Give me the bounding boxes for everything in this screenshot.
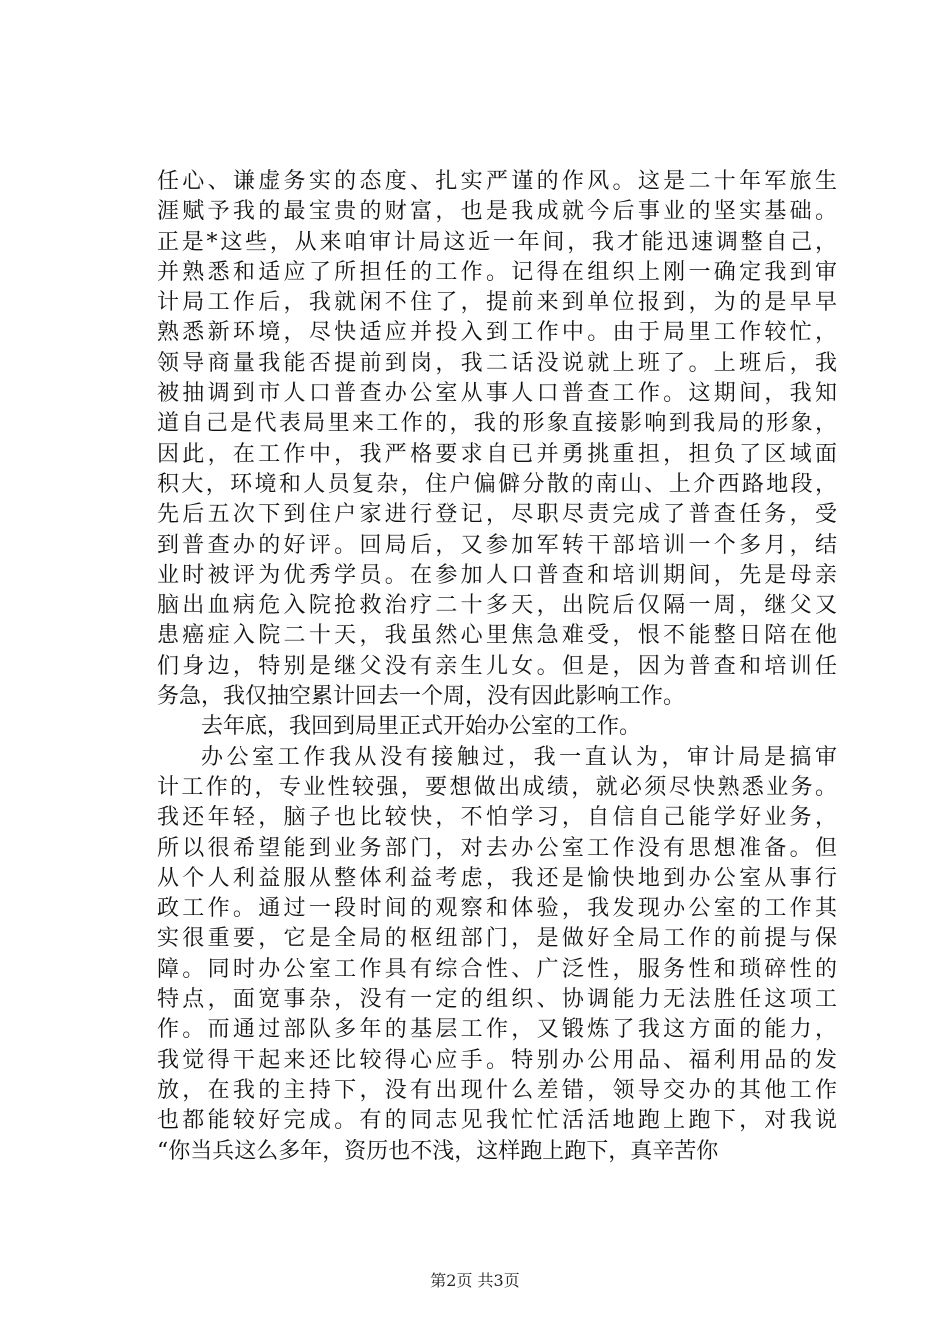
text-line: 计局工作后，我就闲不住了，提前来到单位报到，为的是早早 <box>157 290 837 316</box>
text-line: 我觉得干起来还比较得心应手。特别办公用品、福利用品的发 <box>157 1047 837 1073</box>
text-line: 业时被评为优秀学员。在参加人口普查和培训期间，先是母亲 <box>157 562 837 588</box>
text-line: 积大，环境和人员复杂，住户偏僻分散的南山、上介西路地段， <box>157 471 837 497</box>
text-line: 领导商量我能否提前到岗，我二话没说就上班了。上班后，我 <box>157 350 837 376</box>
text-line: 放，在我的主持下，没有出现什么差错，领导交办的其他工作 <box>157 1077 837 1103</box>
text-line: 特点，面宽事杂，没有一定的组织、协调能力无法胜任这项工 <box>157 987 837 1013</box>
text-line: 实很重要，它是全局的枢纽部门，是做好全局工作的前提与保 <box>157 926 837 952</box>
text-line: 作。而通过部队多年的基层工作，又锻炼了我这方面的能力， <box>157 1017 837 1043</box>
text-line: 政工作。通过一段时间的观察和体验，我发现办公室的工作其 <box>157 896 837 922</box>
text-line: 脑出血病危入院抢救治疗二十多天，出院后仅隔一周，继父又 <box>157 593 837 619</box>
text-line: 正是*这些，从来咱审计局这近一年间，我才能迅速调整自己， <box>157 229 837 255</box>
text-line: 到普查办的好评。回局后，又参加军转干部培训一个多月，结 <box>157 532 837 558</box>
text-line: 也都能较好完成。有的同志见我忙忙活活地跑上跑下，对我说 <box>157 1108 837 1134</box>
paragraph <box>157 167 837 712</box>
page-number-footer: 第2页 共3页 <box>430 1271 520 1290</box>
text-line: 任心、谦虚务实的态度、扎实严谨的作风。这是二十年军旅生 <box>157 169 837 194</box>
text-line: 道自己是代表局里来工作的，我的形象直接影响到我局的形象， <box>157 411 837 437</box>
paragraph <box>157 712 837 742</box>
body-text <box>157 167 837 1167</box>
text-line: 们身边，特别是继父没有亲生儿女。但是，因为普查和培训任 <box>157 653 837 679</box>
text-line: 障。同时办公室工作具有综合性、广泛性，服务性和琐碎性的 <box>157 956 837 982</box>
text-line: 从个人利益服从整体利益考虑，我还是愉快地到办公室从事行 <box>157 865 837 891</box>
text-line: 并熟悉和适应了所担任的工作。记得在组织上刚一确定我到审 <box>157 259 837 285</box>
text-line: 办公室工作我从没有接触过，我一直认为，审计局是搞审 <box>201 744 837 770</box>
text-line: 计工作的，专业性较强，要想做出成绩，就必须尽快熟悉业务。 <box>157 774 837 800</box>
text-line: 被抽调到市人口普查办公室从事人口普查工作。这期间，我知 <box>157 381 837 407</box>
text-line: 我还年轻，脑子也比较快，不怕学习，自信自己能学好业务， <box>157 805 837 831</box>
text-line: 涯赋予我的最宝贵的财富，也是我成就今后事业的坚实基础。 <box>157 199 837 225</box>
text-line: 熟悉新环境，尽快适应并投入到工作中。由于局里工作较忙， <box>157 320 837 346</box>
text-line: 因此，在工作中，我严格要求自已并勇挑重担，担负了区域面 <box>157 441 837 467</box>
paragraph <box>157 743 837 1167</box>
text-line: 务急，我仅抽空累计回去一个周，没有因此影响工作。 <box>157 684 686 710</box>
text-line: 先后五次下到住户家进行登记，尽职尽责完成了普查任务，受 <box>157 502 837 528</box>
text-line: 去年底，我回到局里正式开始办公室的工作。 <box>201 714 642 740</box>
text-line: 患癌症入院二十天，我虽然心里焦急难受，恨不能整日陪在他 <box>157 623 837 649</box>
text-line: 所以很希望能到业务部门，对去办公室工作没有思想准备。但 <box>157 835 837 861</box>
text-line: “你当兵这么多年，资历也不浅，这样跑上跑下，真辛苦你 <box>157 1138 719 1164</box>
